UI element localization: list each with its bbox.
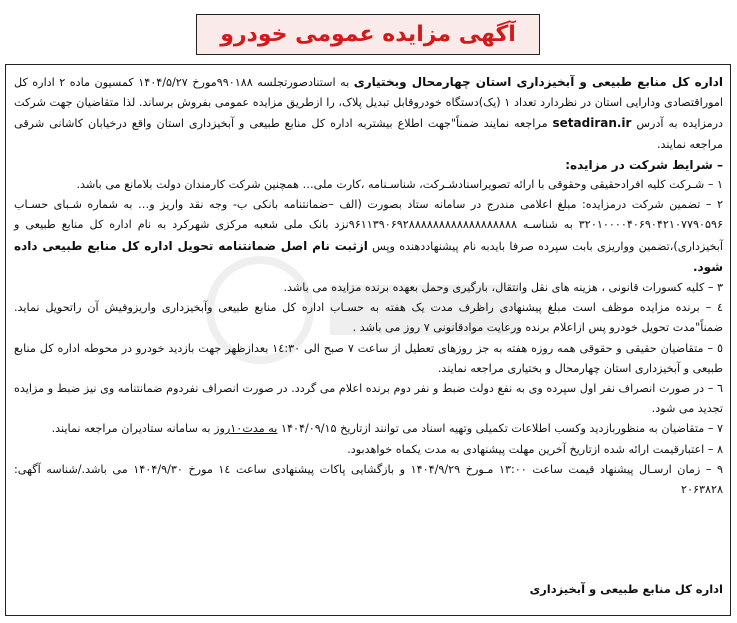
intro-text-1: به استنادصورتجلسه ۹۹۰۱۸۸مورخ ۱۴۰۴/۵/۲۷ کمسیون ماده ۲ اداره کل اموراقتصادی ودارایی استان در نظردارد تعداد ۱ (یک)دستگاه خودروقابل تبدیل پلاک، را ازطریق مزایده عمومی بفروش برساند. لذا متقاضیان جهت شرکت درمزایده به آدرس (14, 76, 723, 131)
condition-4: ٤ – برنده مزایده موظف است مبلغ پیشنهادی راظرف مدت یک هفته به حسـاب اداره کل منابع طبیعی وآبخیزداری واریزوفیش آن راتحویل نماید. ضمناً"مدت تحویل خودرو پس ازاعلام برنده ورعایت موادقانونی ۷ روز می باشد . (14, 301, 723, 335)
condition-2-text: ۲ – تضمین شرکت درمزایده: مبلغ اعلامی مندرج در سامانه ستاد بصورت (الف –ضمانتنامه بانکی ب- وجه نقد واریز و… به شماره شـبای حسـاب ۳۲۰۱۰۰۰۰۴۰۶۹۰۴۲۱۰۷۷۹۰۵۹۶ به شناسـه ۹۶۱۱۳۹۰۶۹۲۸۸۸۸۸۸۸۸۸۸۸۸۸۸۸۸۸۸نزد بانک ملی شعبه مرکزی شهرکرد به نام اداره کل منابع طبیعی و آبخیزداری)،تضمین وواریزی بابت سپرده صرفا بایدبه نام پیشنهاددهنده وپس (14, 198, 724, 253)
condition-2-bold: ازثبت نام اصل ضمانتنامه تحویل اداره کل منابع طبیعی داده شود. (14, 238, 723, 274)
ad-body (14, 72, 723, 500)
condition-5: ٥ – متقاضیان حقیقی و حقوقی همه روزه هفته به جز روزهای تعطیل از ساعت ۷ صبح الی ۱٤:۳۰ بعدازظهر جهت بازدید خودرو در محوطه اداره کل منابع طبیعی و آبخیزداری استان چهارمحال و بختیاری مراجعه نمایند. (14, 341, 724, 375)
footer-signature: اداره کل منابع طبیعی و آبخیزداری (529, 582, 723, 596)
page-title: آگهی مزایده عمومی خودرو (220, 22, 516, 47)
conditions-heading: – شرایط شرکت در مزایده: (565, 157, 723, 172)
org-name: اداره کل منابع طبیعی و آبخیزداری استان چهارمحال وبختیاری (353, 75, 724, 89)
condition-2 (14, 195, 723, 278)
condition-9: ۹ – زمان ارسـال پیشنهاد قیمت ساعت ۱۳:۰۰ مـورخ ۱۴۰۴/۹/۲۹ و بازگشایی پاکات پیشنهادی ساعت ۱٤ مورخ ۱۴۰۴/۹/۳۰ می باشد./شناسه آگهی: ۲۰۶۳۸۲۸ (14, 462, 723, 497)
intro-paragraph (14, 72, 723, 155)
condition-6: ٦ – در صورت انصراف نفر اول سپرده وی به نفع دولت ضبط و نفر دوم برنده اعلام می گردد. در صورت انصراف نفردوم ضمانتنامه وی نیز ضبط و مزایده تجدید می شود. (14, 382, 723, 416)
condition-7-text: ۷ – متقاضیان به منظوربازدید وکسب اطلاعات تکمیلی وتهیه اسناد می توانند ازتاریخ ۱۴۰۴/۰۹/۱۵ (277, 422, 723, 436)
condition-7 (14, 419, 723, 439)
title-box (196, 14, 540, 55)
website-address: setadiran.ir (552, 116, 632, 131)
condition-7-underline: به مدت۱۰روز (214, 422, 278, 436)
condition-3: ۳ – کلیه کسورات قانونی ، هزینه های نقل وانتقال، بارگیری وحمل بعهده برنده مزایده می باشد. (283, 281, 723, 295)
condition-8: ۸ – اعتبارقیمت ارائه شده ازتاریخ آخرین مهلت پیشنهادی به مدت یکماه خواهدبود. (347, 442, 723, 456)
intro-text-2: مراجعه نمایند ضمناً"جهت اطلاع بیشتربه اداره کل منابع طبیعی و آبخیزداری استان واقع درخیابان کاشانی شرقی مراجعه نمایند. (14, 117, 723, 151)
condition-7-text-2: به سامانه ستادیران مراجعه نمایند. (51, 422, 215, 436)
condition-1: ۱ – شـرکت کلیه افرادحقیقی وحقوقی با ارائه تصویراسنادشـرکت، شناسـنامه ،کارت ملی… همچنین شرکت کارمندان دولت بلامانع می باشد. (76, 178, 723, 192)
